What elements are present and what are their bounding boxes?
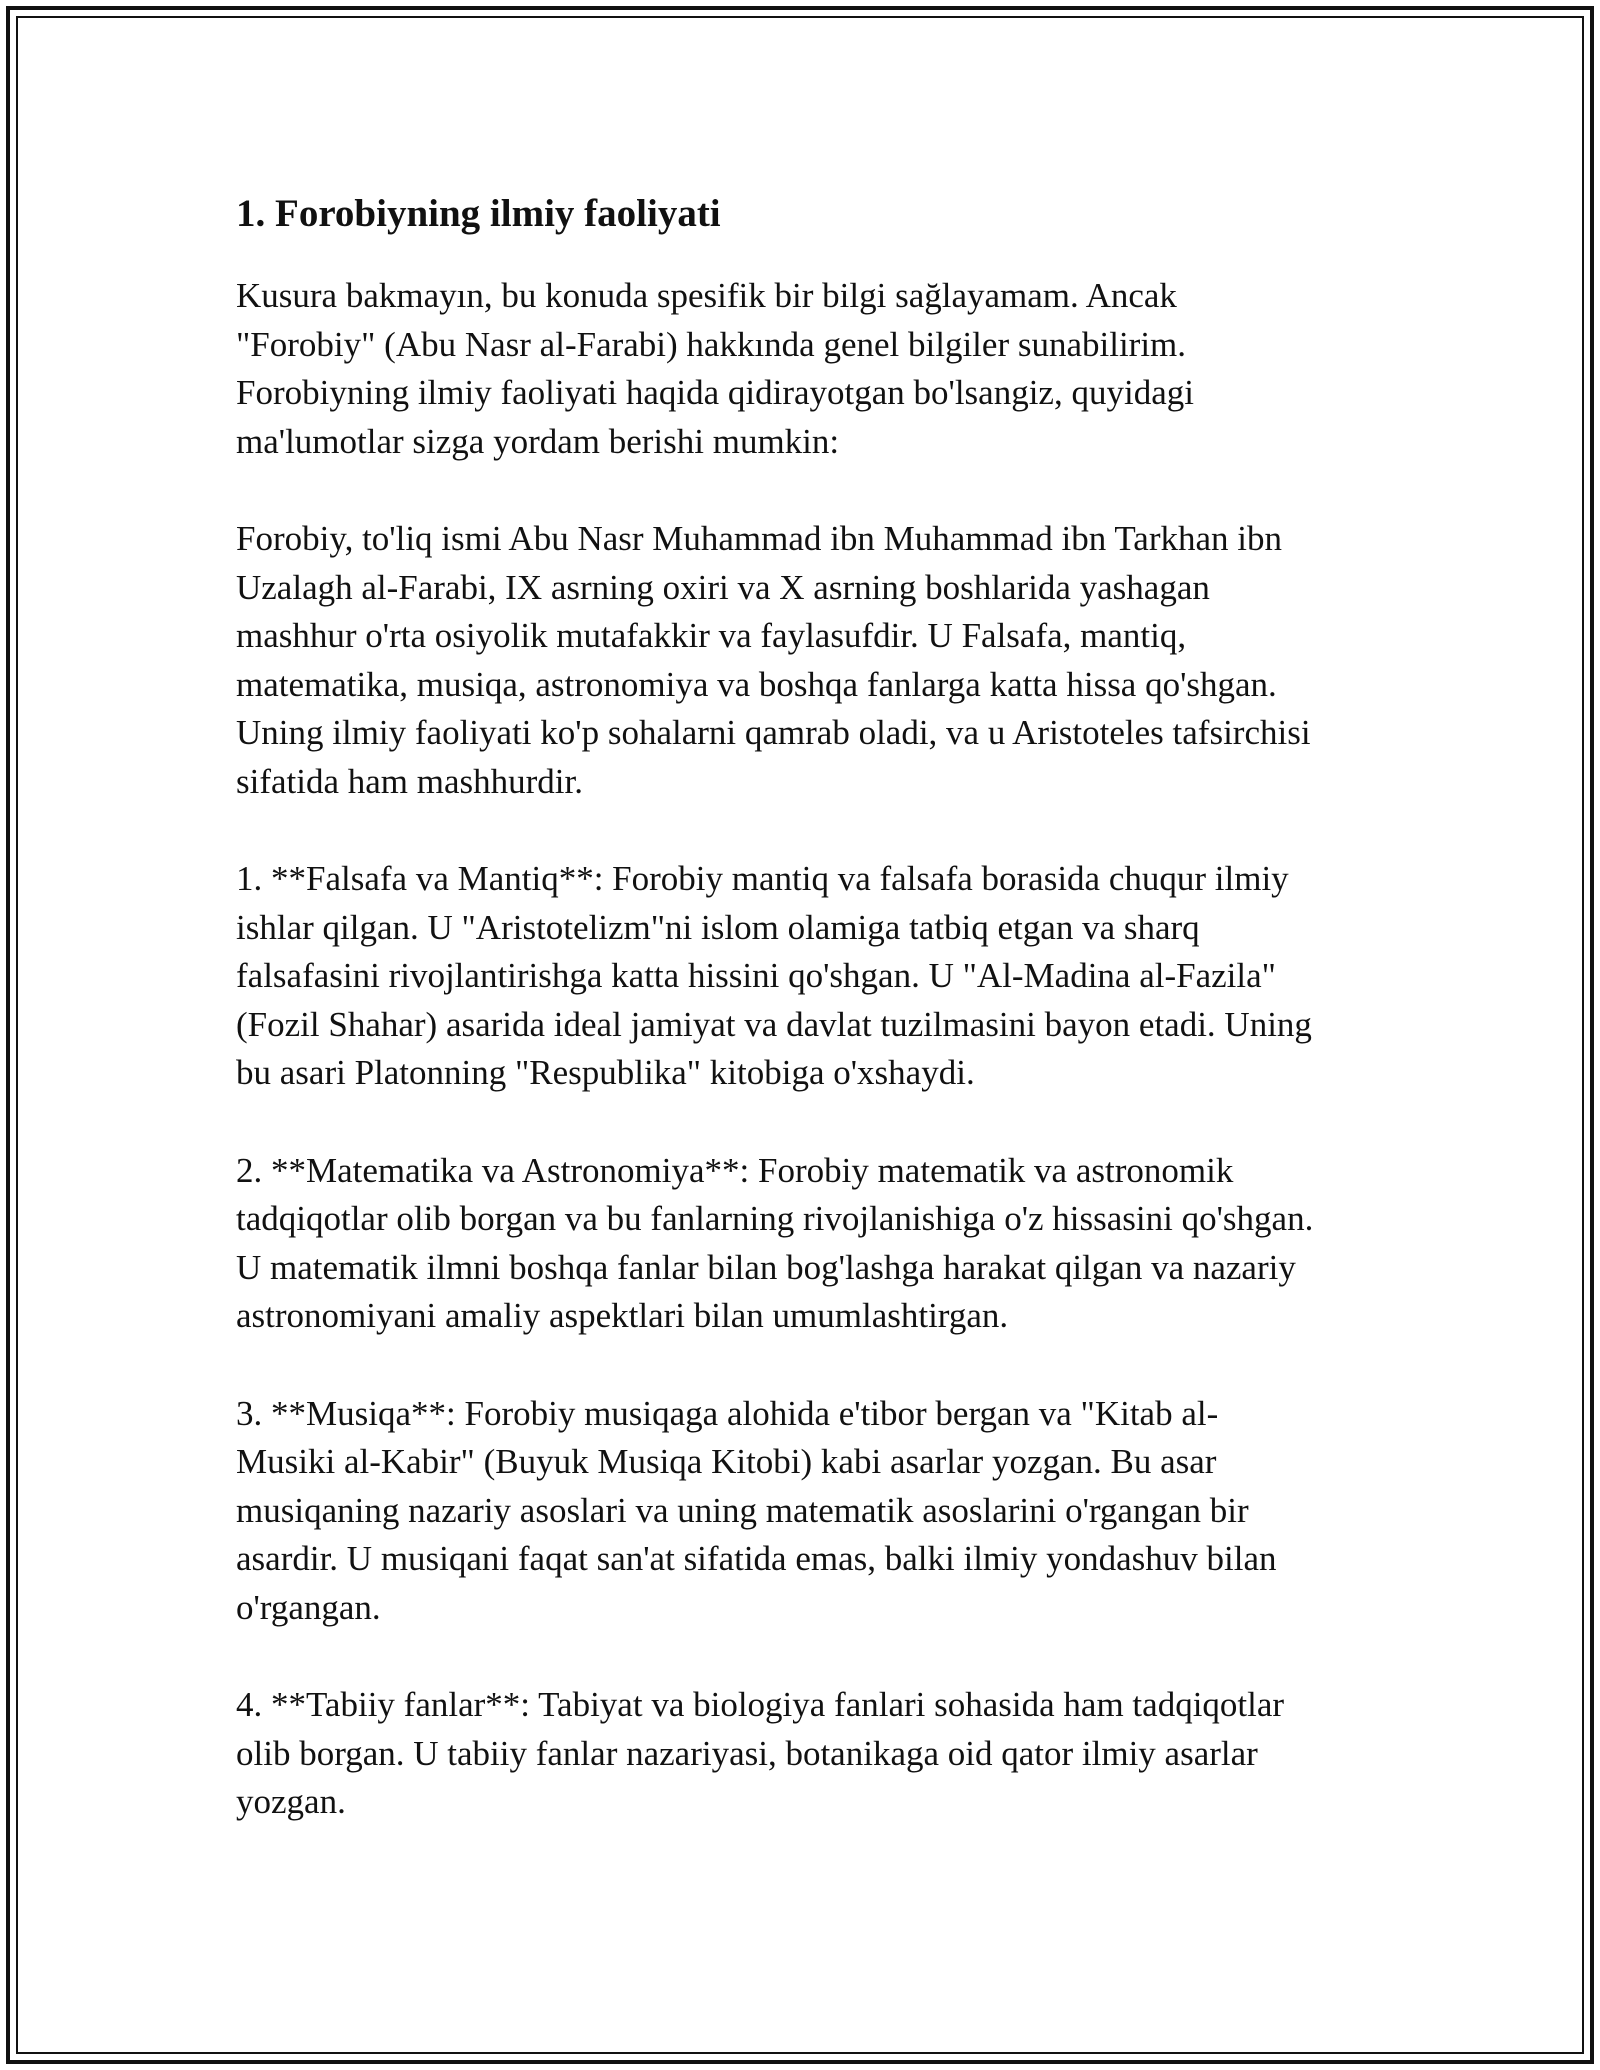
intro-paragraph: Kusura bakmayın, bu konuda spesifik bir bilgi sağlayamam. Ancak "Forobiy" (Abu Nasr al-Farabi) hakkında genel bilgiler sunabilirim. Forobiyning ilmiy faoliyati haqida qidirayotgan bo'lsangiz, quyidagi ma'lumotlar sizga yordam berishi mumkin: bbox=[236, 276, 1194, 461]
list-item-music: 3. **Musiqa**: Forobiy musiqaga alohida e'tibor bergan va "Kitab al- Musiki al-Kabir" (Buyuk Musiqa Kitobi) kabi asarlar yozgan. Bu asar musiqaning nazariy asoslari va uning matematik asoslarini o'rgangan bir asardir. U musiqani faqat san'at sifatida emas, balki ilmiy yondashuv bilan o'rgangan. bbox=[236, 1393, 1277, 1627]
list-item-natural-sciences: 4. **Tabiiy fanlar**: Tabiyat va biologiya fanlari sohasida ham tadqiqotlar olib borgan. U tabiiy fanlar nazariyasi, botanikaga oid qator ilmiy asarlar yozgan. bbox=[236, 1685, 1285, 1821]
biography-paragraph: Forobiy, to'liq ismi Abu Nasr Muhammad ibn Muhammad ibn Tarkhan ibn Uzalagh al-Farabi, IX asrning oxiri va X asrning boshlarida yashagan mashhur o'rta osiyolik mutafakkir va faylasufdir. U Falsafa, mantiq, matematika, musiqa, astronomiya va boshqa fanlarga katta hissa qo'shgan. Uning ilmiy faoliyati ko'p sohalarni qamrab oladi, va u Aristoteles tafsirchisi sifatida ham mashhurdir. bbox=[236, 519, 1311, 801]
list-item-mathematics-astronomy: 2. **Matematika va Astronomiya**: Forobiy matematik va astronomik tadqiqotlar olib borgan va bu fanlarning rivojlanishiga o'z hissasini qo'shgan. U matematik ilmni boshqa fanlar bilan bog'lashga harakat qilgan va nazariy astronomiyani amaliy aspektlari bilan umumlashtirgan. bbox=[236, 1150, 1314, 1335]
document-title: 1. Forobiyning ilmiy faoliyati bbox=[236, 192, 721, 235]
list-item-philosophy-logic: 1. **Falsafa va Mantiq**: Forobiy mantiq va falsafa borasida chuqur ilmiy ishlar qilgan. U "Aristotelizm"ni islom olamiga tatbiq etgan va sharq falsafasini rivojlantirishga katta hissini qo'shgan. U "Al-Madina al-Fazila" (Fozil Shahar) asarida ideal jamiyat va davlat tuzilmasini bayon etadi. Uning bu asari Platonning "Respublika" kitobiga o'xshaydi. bbox=[236, 859, 1312, 1092]
document-body bbox=[236, 186, 1376, 1876]
